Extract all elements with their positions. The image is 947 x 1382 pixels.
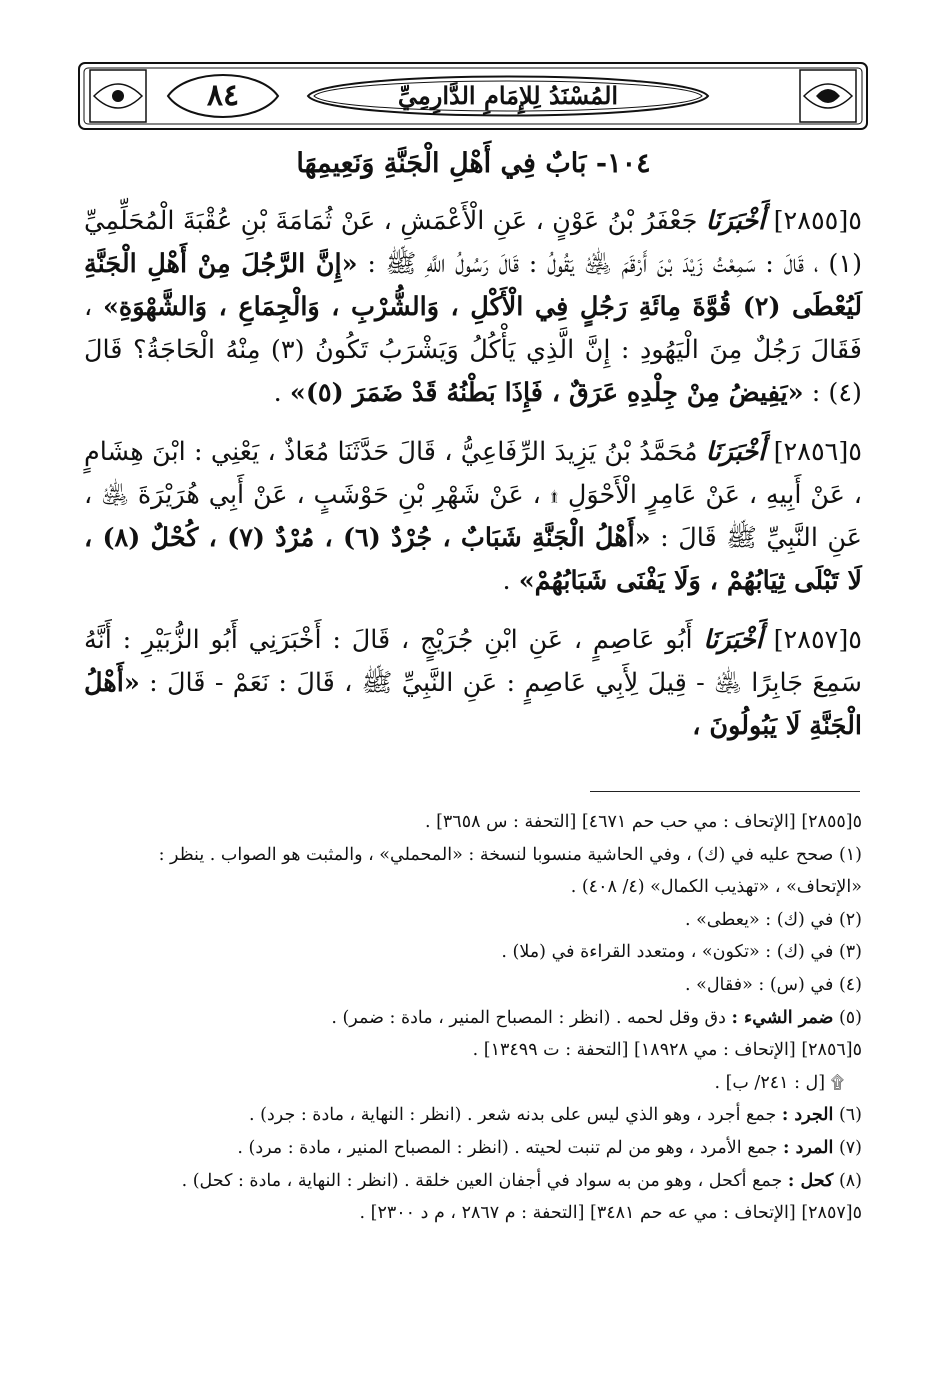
akhbarana-label: أَخْبَرَنَا (705, 437, 766, 467)
footnote-takhrij-2855 (84, 806, 862, 839)
hadith-marker: ٥ (848, 206, 862, 236)
footnote-label: ٥[٢٨٥٥] (801, 812, 862, 832)
footnote-label: (٥) (838, 1007, 862, 1028)
footnote-term: ضمر الشيء : (731, 1007, 834, 1028)
chapter-title: ١٠٤- بَابٌ فِي أَهْلِ الْجَنَّةِ وَنَعِيمِهَا (296, 148, 651, 179)
footnote-term: المرد : (783, 1137, 834, 1158)
matn-text: «أَهْلُ الْجَنَّةِ شَبَابٌ ، جُرْدٌ (٦) ، مُرْدٌ (٧) ، كُحْلٌ (٨) ، لَا تَبْلَى ثِيَابُهُمْ ، وَلَا يَفْنَى شَبَابُهُمْ» (84, 523, 862, 596)
footnote-2 (84, 904, 862, 937)
hadith-marker: ٥ (848, 625, 862, 655)
akhbarana-label: أَخْبَرَنَا (703, 625, 763, 655)
footnote-6 (84, 1099, 862, 1132)
footnote-4 (84, 969, 862, 1002)
footnotes (84, 806, 862, 1230)
narration-text: ، فَقَالَ رَجُلٌ مِنَ الْيَهُودِ : إِنَّ الَّذِي يَأْكُلُ وَيَشْرَبُ تَكُونُ (٣) مِنْهُ الْحَاجَةُ؟ قَالَ (٤) : (84, 292, 862, 408)
isnad-text: مُحَمَّدُ بْنُ يَزِيدَ الرِّفَاعِيُّ ، قَالَ حَدَّثَنَا مُعَاذٌ ، يَعْنِي : ابْنَ هِشَامٍ ، عَنْ أَبِيهِ ، عَنْ عَامِرٍ الْأَحْوَلِ ۩ ، عَنْ شَهْرِ بْنِ حَوْشَبٍ ، عَنْ أَبِي هُرَيْرَةَ ﵁ ، عَنِ النَّبِيِّ ﷺ قَالَ : (84, 437, 862, 553)
footnote-8 (84, 1165, 862, 1198)
footnote-text: في (ك) : «يعطى» . (684, 909, 834, 930)
hadith-2856 (84, 431, 862, 603)
hadith-number: [٢٨٥٧] (773, 625, 849, 655)
footnote-separator (590, 791, 860, 792)
hadith-2857 (84, 619, 862, 748)
akhbarana-label: أَخْبَرَنَا (705, 206, 766, 236)
footnote-text: في (س) : «فقال» . (685, 974, 834, 995)
footnote-text: جمع أجرد ، وهو الذي ليس على بدنه شعر . (انظر : النهاية ، مادة : جرد) . (249, 1105, 777, 1126)
footnote-label: (٢) (838, 909, 862, 930)
right-ornament-icon (798, 68, 858, 124)
matn-text-2: «يَفِيضُ مِنْ جِلْدِهِ عَرَقٌ ، فَإِذَا بَطْنُهُ قَدْ ضَمَرَ (٥)» (289, 378, 804, 408)
footnote-label: (٧) (838, 1137, 862, 1158)
footnote-label: (٤) (838, 974, 862, 995)
footnote-label: (١) (838, 844, 862, 865)
book-title: المُسْنَدُ لِلإِمَامِ الدَّارِمِيِّ (397, 81, 619, 110)
hadith-number: [٢٨٥٥] (773, 206, 849, 236)
footnote-text: [الإتحاف : مي ١٨٩٢٨] [التحفة : ت ١٣٤٩٩] . (472, 1040, 796, 1061)
page-number: ٨٤ (206, 78, 240, 113)
hadith-2855 (84, 200, 862, 415)
hadith-end: . (273, 378, 282, 408)
footnote-text: في (ك) : «تكون» ، ومتعدد القراءة في (ملا) . (501, 942, 834, 963)
ring-icon: ۩ (830, 1072, 844, 1093)
page-header (78, 62, 868, 130)
footnote-term: الجرد : (781, 1105, 834, 1126)
footnote-label: ٥[٢٨٥٧] (801, 1203, 862, 1224)
footnote-text: صحح عليه في (ك) ، وفي الحاشية منسوبا لنسخة : «المحملي» ، والمثبت هو الصواب . ينظر : «الإتحاف» ، «تهذيب الكمال» (٤/ ٤٠٨) . (158, 844, 862, 898)
hadith-end: . (502, 566, 511, 596)
footnote-takhrij-2856 (84, 1034, 862, 1067)
matn-text: «أَهْلُ الْجَنَّةِ لَا يَبُولُونَ ، (84, 668, 862, 741)
footnote-label: (٦) (838, 1105, 862, 1126)
footnote-3 (84, 936, 862, 969)
footnote-label: (٨) (838, 1170, 862, 1191)
footnote-1 (84, 839, 862, 904)
footnote-term: كحل : (787, 1170, 834, 1191)
footnote-5 (84, 1002, 862, 1035)
footnote-text: دق وقل لحمه . (انظر : المصباح المنير ، مادة : ضمر) . (331, 1007, 726, 1028)
hadith-marker: ٥ (848, 437, 862, 467)
footnote-manuscript-ref (84, 1067, 862, 1100)
footnote-takhrij-2857 (84, 1197, 862, 1230)
footnote-text: [الإتحاف : مي حب حم ٤٦٧١] [التحفة : س ٣٦٥٨] . (424, 812, 796, 832)
main-text (84, 200, 862, 764)
footnote-text: جمع أكحل ، وهو من به سواد في أجفان العين خلقة . (انظر : النهاية ، مادة : كحل) . (181, 1170, 783, 1191)
isnad-text: جَعْفَرُ بْنُ عَوْنٍ ، عَنِ الْأَعْمَشِ ، عَنْ ثُمَامَةَ بْنِ عُقْبَةَ الْمُحَلِّمِيِّ (١) ، قَالَ : سَمِعْتُ زَيْدَ بْنَ أَرْقَمَ ﵁ يَقُولُ : قَالَ رَسُولُ اللَّهِ ﷺ : (84, 206, 863, 279)
footnote-7 (84, 1132, 862, 1165)
hadith-number: [٢٨٥٦] (773, 437, 849, 467)
footnote-label: ٥[٢٨٥٦] (801, 1040, 862, 1061)
left-ornament-icon (88, 68, 148, 124)
matn-text: «إِنَّ الرَّجُلَ مِنْ أَهْلِ الْجَنَّةِ لَيُعْطَى (٢) قُوَّةَ مِائَةِ رَجُلٍ فِي الْأَكْلِ ، وَالشُّرْبِ ، وَالْجِمَاعِ ، وَالشَّهْوَةِ» (84, 249, 862, 322)
footnote-text: [ل : ٢٤١/ ب] . (714, 1072, 826, 1093)
isnad-text: أَبُو عَاصِمٍ ، عَنِ ابْنِ جُرَيْجٍ ، قَالَ : أَخْبَرَنِي أَبُو الزُّبَيْرِ : أَنَّهُ سَمِعَ جَابِرًا ﵁ - قِيلَ لِأَبِي عَاصِمٍ : عَنِ النَّبِيِّ ﷺ ، قَالَ : نَعَمْ - قَالَ : (84, 625, 862, 698)
footnote-label: (٣) (838, 942, 862, 963)
footnote-text: جمع الأمرد ، وهو من لم تنبت لحيته . (انظر : المصباح المنير ، مادة : مرد) . (237, 1137, 778, 1158)
footnote-text: [الإتحاف : مي عه حم ٣٤٨١] [التحفة : م ٢٨٦٧ ، م د ٢٣٠٠] . (359, 1203, 796, 1224)
